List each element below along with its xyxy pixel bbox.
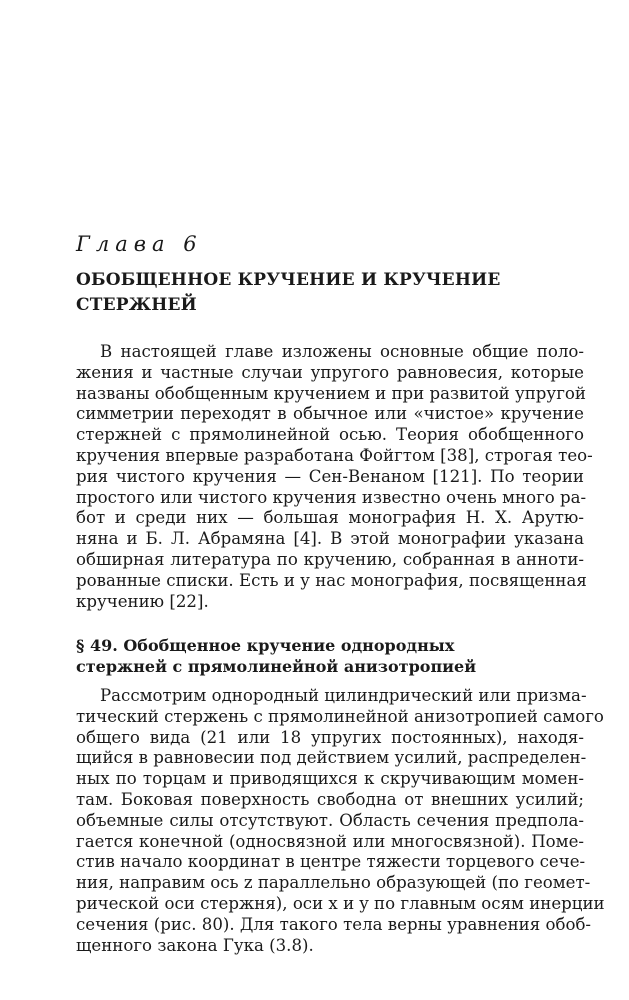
chapter-title-line: СТЕРЖНЕЙ xyxy=(76,295,197,315)
text-line: названы обобщенным кручением и при развитой упругой xyxy=(76,383,586,403)
text-line: обширная литература по кручению, собранная в анноти- xyxy=(76,549,584,569)
text-line: рия чистого кручения — Сен-Венаном [121]. По теории xyxy=(76,466,584,486)
chapter-label: Глава 6 xyxy=(76,232,203,256)
section-heading-line: § 49. Обобщенное кручение однородных xyxy=(76,636,455,655)
text-line: Рассмотрим однородный цилиндрический или призма- xyxy=(100,686,587,705)
text-line: тический стержень с прямолинейной анизотропией самого xyxy=(76,706,604,726)
text-line: сечения (рис. 80). Для такого тела верны уравнения обоб- xyxy=(76,914,592,934)
text-line: ных по торцам и приводящихся к скручивающим момен- xyxy=(76,769,584,789)
intro-paragraph xyxy=(76,342,593,612)
text-line: ния, направим ось z параллельно образующей (по геомет- xyxy=(76,873,591,893)
text-line: стержней с прямолинейной осью. Теория обобщенного xyxy=(76,425,584,445)
text-line: гается конечной (односвязной или многосвязной). Поме- xyxy=(76,831,584,851)
chapter-title xyxy=(76,268,584,318)
text-line: рической оси стержня), оси x и y по главным осям инерции xyxy=(76,893,605,913)
text-line: щенного закона Гука (3.8). xyxy=(76,935,314,955)
text-line: жения и частные случаи упругого равновесия, которые xyxy=(76,362,584,382)
section-paragraph xyxy=(76,686,605,956)
text-line: бот и среди них — большая монография Н. Х. Арутю- xyxy=(76,508,584,528)
section-heading-line: стержней с прямолинейной анизотропией xyxy=(76,656,477,676)
book-page xyxy=(76,0,605,1000)
chapter-title-line: ОБОБЩЕННОЕ КРУЧЕНИЕ И КРУЧЕНИЕ xyxy=(76,270,501,290)
text-line: кручению [22]. xyxy=(76,591,209,611)
text-line: кручения впервые разработана Фойгтом [38], строгая тео- xyxy=(76,445,593,465)
text-line: общего вида (21 или 18 упругих постоянных), находя- xyxy=(76,727,584,747)
text-line: объемные силы отсутствуют. Область сечения предпола- xyxy=(76,810,584,830)
text-line: В настоящей главе изложены основные общие поло- xyxy=(100,342,584,361)
text-line: няна и Б. Л. Абрамяна [4]. В этой монографии указана xyxy=(76,529,584,549)
text-line: симметрии переходят в обычное или «чистое» кручение xyxy=(76,404,584,424)
text-line: стив начало координат в центре тяжести торцевого сече- xyxy=(76,852,586,872)
text-line: щийся в равновесии под действием усилий, распределен- xyxy=(76,748,587,768)
text-line: простого или чистого кручения известно очень много ра- xyxy=(76,487,587,507)
text-line: там. Боковая поверхность свободна от внешних усилий; xyxy=(76,789,584,809)
section-heading xyxy=(76,636,584,678)
text-line: рованные списки. Есть и у нас монография, посвященная xyxy=(76,570,587,590)
